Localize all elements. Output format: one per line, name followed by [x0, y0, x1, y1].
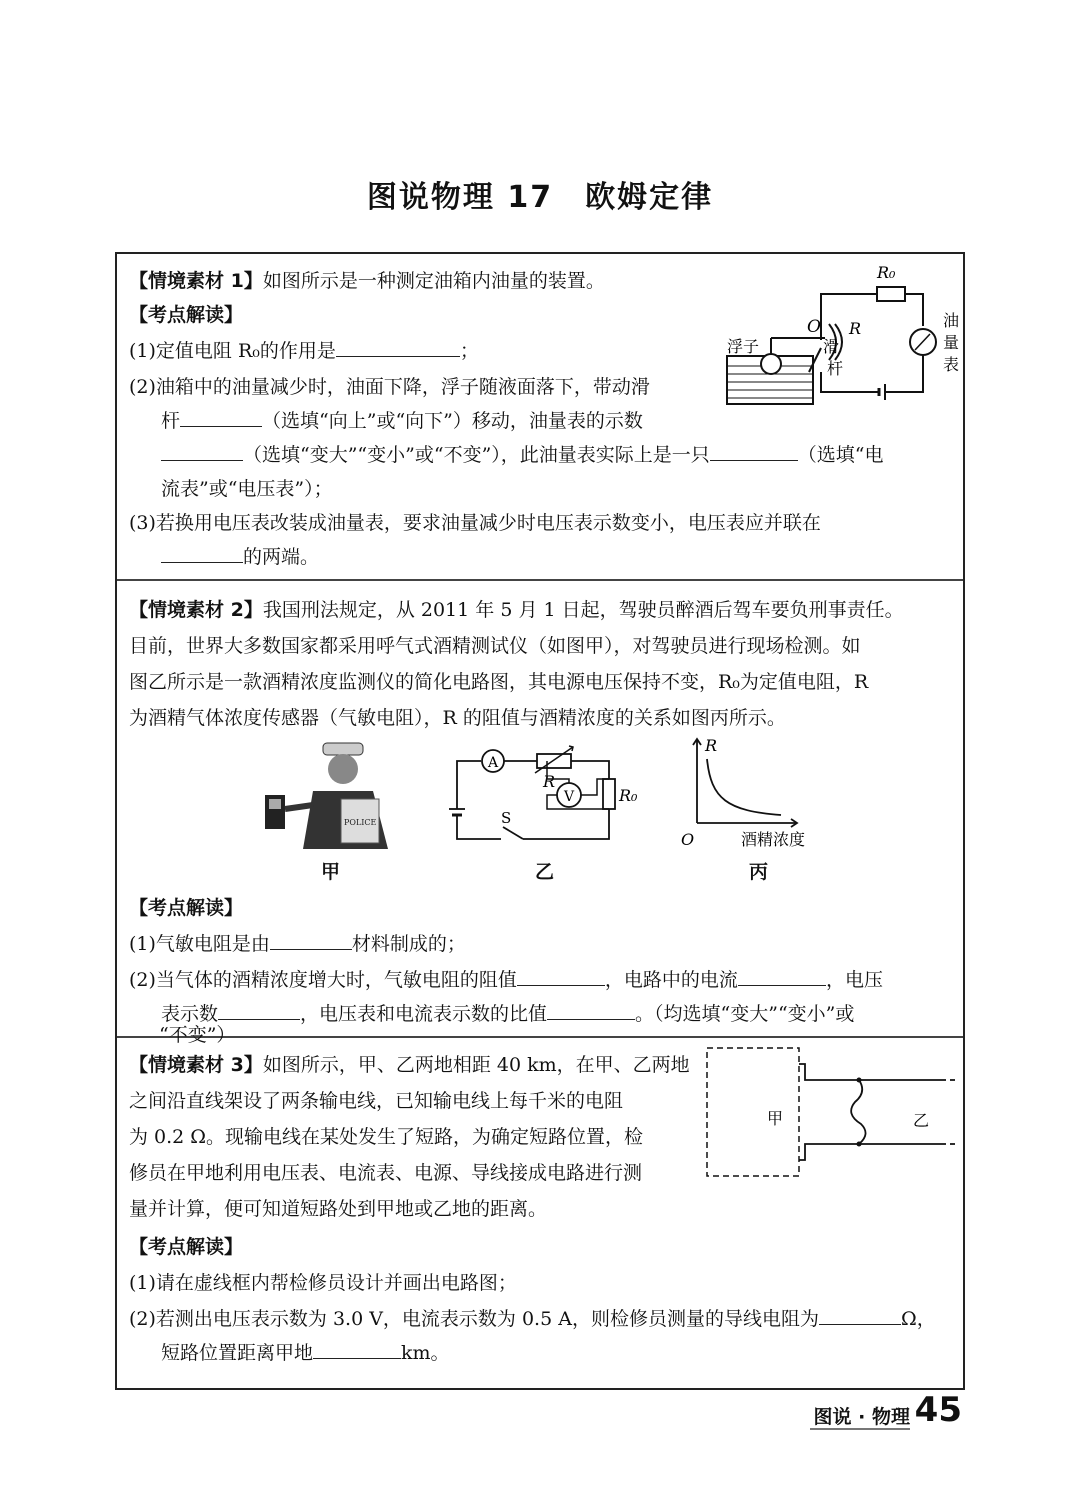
s1-q2-post: （选填“向上”或“向下”）移动，油量表的示数	[262, 410, 643, 432]
s1-q2-line2	[161, 408, 643, 434]
s2-header: 【情境素材 2】	[129, 599, 263, 621]
s1-q2-line1: (2)油箱中的油量减少时，油面下降，浮子随液面落下，带动滑	[129, 376, 650, 398]
meter-label-3: 表	[943, 355, 960, 374]
short-circuit-wire	[851, 1080, 865, 1144]
r0-label: R₀	[877, 263, 896, 282]
s2-q2-post: ，电压	[825, 969, 883, 991]
s2-q2-l2-post: 。（均选填“变大”“变小”或	[635, 1003, 855, 1025]
graph-origin: O	[681, 830, 695, 849]
switch-icon	[503, 827, 523, 839]
oil-gauge-diagram	[725, 260, 961, 410]
s2-line2: 目前，世界大多数国家都采用呼气式酒精测试仪（如图甲），对驾驶员进行现场检测。如	[129, 635, 861, 657]
s3-q2-pre: (2)若测出电压表示数为 3.0 V，电流表示数为 0.5 A，则检修员测量的导线电阻为	[129, 1308, 819, 1330]
s2-q2-blank3[interactable]	[218, 1001, 300, 1020]
s1-intro-line	[129, 268, 605, 294]
caption-jia: 甲	[321, 861, 341, 883]
s1-q1	[129, 338, 479, 364]
alcohol-circuit	[439, 739, 649, 849]
design-box[interactable]	[707, 1048, 799, 1176]
s1-q2-line4: 流表”或“电压表”）；	[161, 478, 333, 500]
s1-q2-blank3[interactable]	[710, 442, 798, 461]
s3-line1-text: 如图所示，甲、乙两地相距 40 km，在甲、乙两地	[262, 1054, 690, 1076]
s2-q2-line2	[161, 1001, 854, 1027]
s1-q2-line3	[161, 442, 884, 468]
s2-line1	[129, 597, 904, 623]
s1-q3-blank[interactable]	[161, 544, 243, 563]
s2-q2-l2-pre: 表示数	[161, 1003, 219, 1025]
r0-resistor	[877, 287, 905, 301]
s1-q2-blank1[interactable]	[180, 408, 262, 427]
s3-line2: 之间沿直线架设了两条输电线，已知输电线上每千米的电阻	[129, 1090, 624, 1112]
s2-line4: 为酒精气体浓度传感器（气敏电阻），R 的阻值与酒精浓度的关系如图丙所示。	[129, 707, 786, 729]
graph-curve	[707, 759, 781, 815]
s1-q2-pre: 杆	[161, 410, 181, 432]
s2-q1-post: 材料制成的；	[351, 933, 466, 955]
s1-q2-end: （选填“电	[797, 444, 884, 466]
footer-rule	[810, 1428, 910, 1430]
s3-q2-line2	[161, 1340, 450, 1366]
s1-q2-blank2[interactable]	[161, 442, 243, 461]
float-label: 浮子	[727, 337, 760, 356]
s3-q2-l2-pre: 短路位置距离甲地	[161, 1342, 314, 1364]
s3-line1	[129, 1052, 690, 1078]
s2-q2-blank2[interactable]	[738, 967, 826, 986]
graph-x-label: 酒精浓度	[741, 830, 806, 849]
s1-intro: 如图所示是一种测定油箱内油量的装置。	[262, 270, 605, 292]
caption-yi: 乙	[535, 861, 555, 883]
s3-header: 【情境素材 3】	[129, 1054, 263, 1076]
meter-label-1: 油	[943, 311, 960, 330]
label-yi: 乙	[913, 1111, 930, 1130]
slide-label-1: 滑	[823, 337, 840, 356]
section-1	[117, 254, 963, 581]
ammeter-label: A	[488, 755, 499, 771]
label-jia: 甲	[767, 1109, 784, 1128]
photo-police-text: POLICE	[344, 818, 377, 827]
pivot-label: O	[807, 317, 821, 337]
s3-q2-blank1[interactable]	[819, 1306, 901, 1325]
section-3	[117, 1038, 963, 1388]
transmission-line-diagram	[705, 1040, 961, 1180]
s2-q2-mid: ，电路中的电流	[604, 969, 738, 991]
meter-label-2: 量	[943, 333, 960, 352]
s1-q1-end: ；	[459, 340, 479, 362]
police-photo	[263, 739, 405, 849]
s1-q1-blank[interactable]	[336, 338, 460, 357]
graph-y-label: R	[705, 736, 718, 755]
s1-q2-mid: （选填“变大”“变小”或“不变”），此油量表实际上是一只	[243, 444, 710, 466]
s1-header: 【情境素材 1】	[129, 270, 263, 292]
s2-line3: 图乙所示是一款酒精浓度监测仪的简化电路图，其电源电压保持不变，R₀为定值电阻，R	[129, 671, 869, 693]
caption-bing: 丙	[749, 861, 769, 883]
s2-line1-text: 我国刑法规定，从 2011 年 5 月 1 日起，驾驶员醉酒后驾车要负刑事责任。	[262, 599, 904, 621]
s2-q2-l2-mid: ，电压表和电流表示数的比值	[300, 1003, 548, 1025]
s3-line5: 量并计算，便可知道短路处到甲地或乙地的距离。	[129, 1198, 548, 1220]
footer-label: 图说 · 物理	[813, 1406, 910, 1428]
s3-q2-l2-post: km。	[401, 1342, 450, 1364]
s2-q2-pre: (2)当气体的酒精浓度增大时，气敏电阻的阻值	[129, 969, 517, 991]
s2-q1	[129, 931, 466, 957]
s3-analysis-header: 【考点解读】	[129, 1236, 244, 1258]
sensor-resistor	[537, 754, 571, 768]
page-number: 45	[914, 1390, 962, 1430]
s2-q2-line3: “不变”）	[159, 1024, 236, 1046]
s3-q1: (1)请在虚线框内帮检修员设计并画出电路图；	[129, 1272, 517, 1294]
s3-q2-post: Ω，	[900, 1308, 936, 1330]
slide-label-2: 杆	[827, 359, 844, 378]
s3-q2-blank2[interactable]	[313, 1340, 401, 1359]
s1-q3-line2	[161, 544, 319, 570]
section-2	[117, 581, 963, 1038]
resistance-graph	[677, 731, 857, 851]
float-icon	[761, 354, 781, 374]
sensor-label: R	[543, 772, 556, 791]
s2-q1-pre: (1)气敏电阻是由	[129, 933, 270, 955]
r0-resistor-2	[603, 779, 615, 809]
s1-analysis-header: 【考点解读】	[129, 304, 244, 326]
r-label: R	[849, 319, 862, 338]
s3-line4: 修员在甲地利用电压表、电流表、电源、导线接成电路进行测	[129, 1162, 643, 1184]
s1-q3-end: 的两端。	[243, 546, 320, 568]
r0-label-2: R₀	[619, 786, 638, 805]
s2-q2-line1	[129, 967, 883, 993]
s2-analysis-header: 【考点解读】	[129, 897, 244, 919]
s3-line3: 为 0.2 Ω。现输电线在某处发生了短路，为确定短路位置，检	[129, 1126, 644, 1148]
s2-q1-blank[interactable]	[270, 931, 352, 950]
switch-label: S	[501, 809, 512, 827]
s1-q3-line1: (3)若换用电压表改装成油量表，要求油量减少时电压表示数变小，电压表应并联在	[129, 512, 821, 534]
s3-q2	[129, 1306, 936, 1332]
s1-q1-text: (1)定值电阻 R₀的作用是	[129, 340, 336, 362]
s2-q2-blank4[interactable]	[547, 1001, 635, 1020]
content-box	[115, 252, 965, 1390]
s2-q2-blank1[interactable]	[517, 967, 605, 986]
page-title: 图说物理 17 欧姆定律	[366, 180, 714, 215]
voltmeter-label: V	[564, 789, 575, 805]
